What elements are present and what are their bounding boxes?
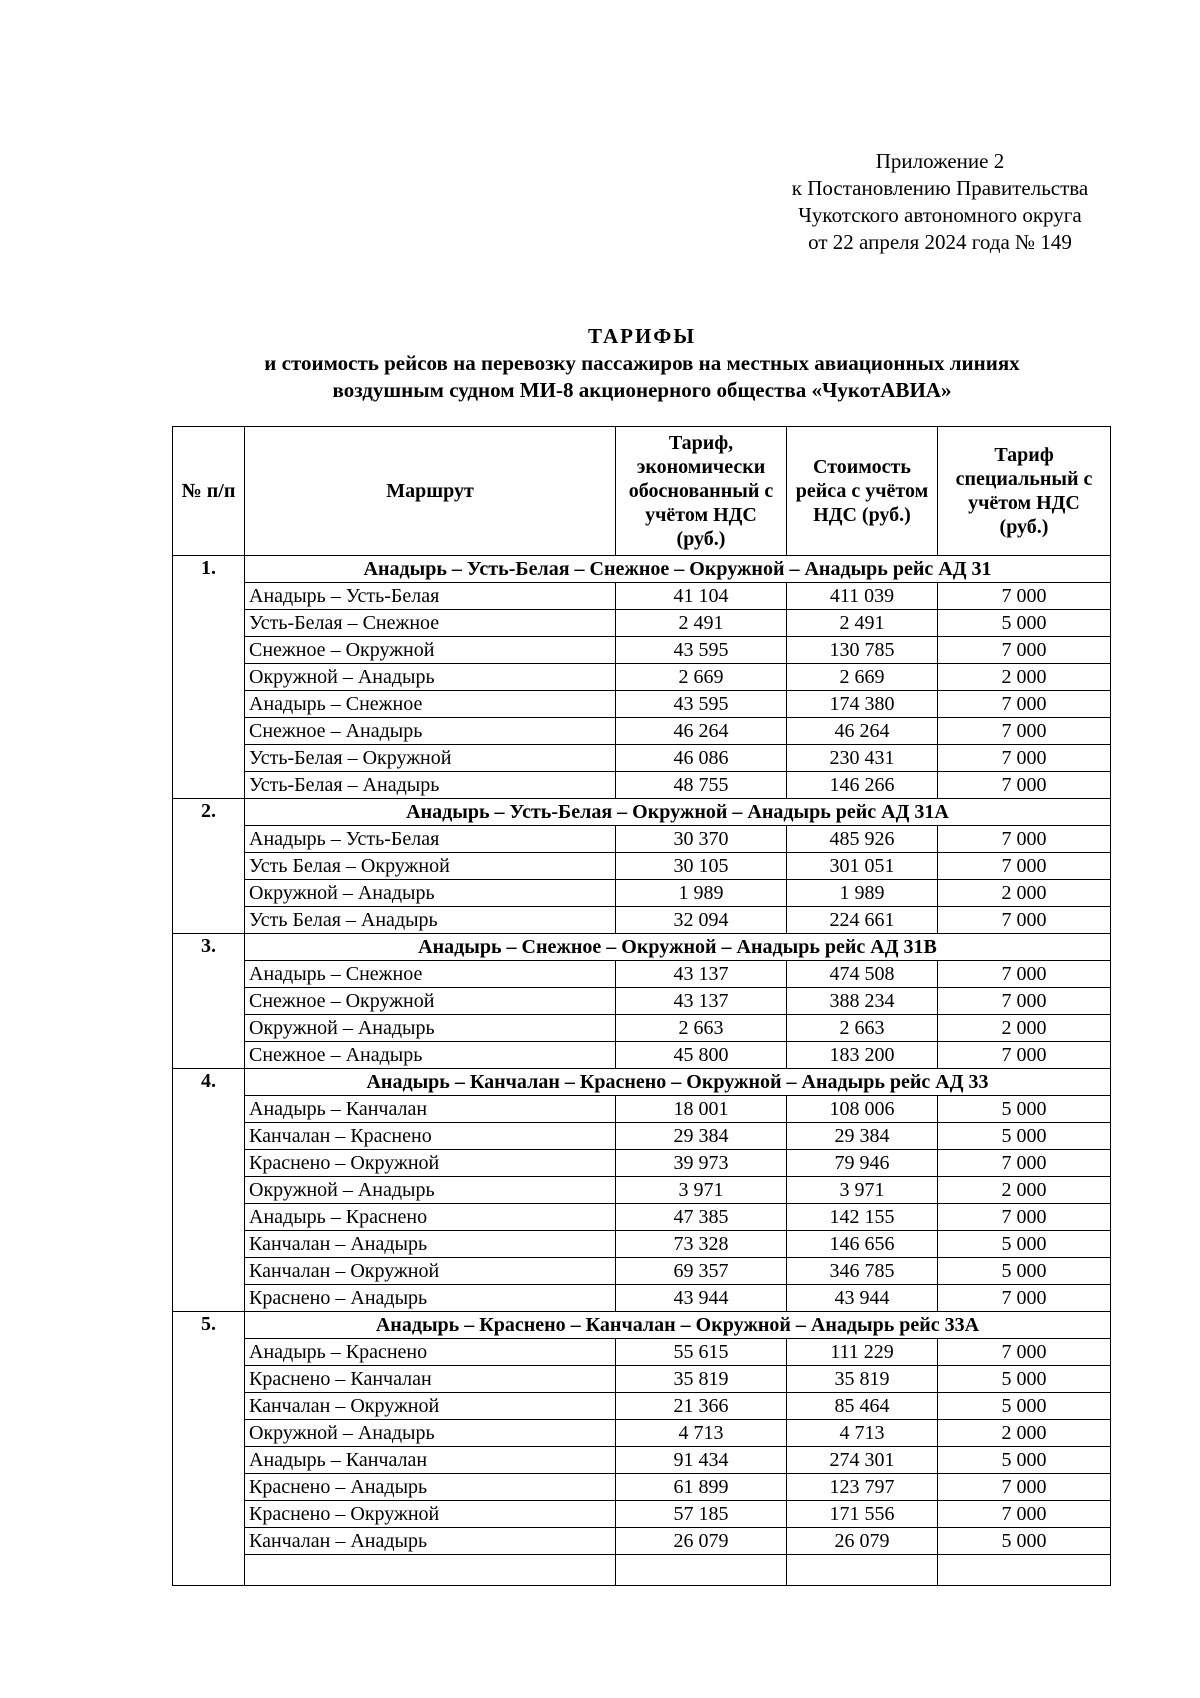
route-segment-cell: Усть Белая – Окружной: [245, 853, 616, 880]
group-row: [173, 1069, 1111, 1096]
table-row: [173, 691, 1111, 718]
tariff-special-cell: 5 000: [938, 1393, 1111, 1420]
group-row: [173, 1312, 1111, 1339]
empty-cell: [616, 1555, 787, 1586]
empty-cell: [245, 1555, 616, 1586]
tariff-econ-cell: 61 899: [616, 1474, 787, 1501]
route-segment-cell: Снежное – Анадырь: [245, 718, 616, 745]
tariff-special-cell: 2 000: [938, 664, 1111, 691]
tariff-econ-cell: 46 264: [616, 718, 787, 745]
tariffs-table: [172, 426, 1111, 1586]
flight-cost-cell: 3 971: [787, 1177, 938, 1204]
flight-cost-cell: 29 384: [787, 1123, 938, 1150]
tariff-econ-cell: 1 989: [616, 880, 787, 907]
title-subtitle-2: воздушным судном МИ-8 акционерного общества «ЧукотАВИА»: [332, 378, 952, 402]
tariff-econ-cell: 18 001: [616, 1096, 787, 1123]
flight-cost-cell: 85 464: [787, 1393, 938, 1420]
appendix-line-4: от 22 апреля 2024 года № 149: [808, 230, 1072, 254]
table-row: [173, 1150, 1111, 1177]
group-title: Анадырь – Усть-Белая – Окружной – Анадырь рейс АД 31А: [245, 799, 1111, 826]
route-segment-cell: Краснено – Окружной: [245, 1150, 616, 1177]
flight-cost-cell: 388 234: [787, 988, 938, 1015]
tariff-special-cell: 7 000: [938, 691, 1111, 718]
tariff-econ-cell: 26 079: [616, 1528, 787, 1555]
tariff-special-cell: 7 000: [938, 772, 1111, 799]
tariff-econ-cell: 2 663: [616, 1015, 787, 1042]
tariff-special-cell: 7 000: [938, 1501, 1111, 1528]
group-title: Анадырь – Краснено – Канчалан – Окружной – Анадырь рейс 33А: [245, 1312, 1111, 1339]
tariff-special-cell: 7 000: [938, 1474, 1111, 1501]
tariff-special-cell: 2 000: [938, 1177, 1111, 1204]
tariff-econ-cell: 32 094: [616, 907, 787, 934]
group-number: 2.: [173, 799, 245, 934]
table-row: [173, 1420, 1111, 1447]
flight-cost-cell: 79 946: [787, 1150, 938, 1177]
group-number: 1.: [173, 556, 245, 799]
tariff-econ-cell: 43 137: [616, 961, 787, 988]
tariff-special-cell: 5 000: [938, 610, 1111, 637]
flight-cost-cell: 2 669: [787, 664, 938, 691]
tariff-special-cell: 2 000: [938, 1015, 1111, 1042]
table-row: [173, 1285, 1111, 1312]
table-row: [173, 907, 1111, 934]
tariff-econ-cell: 35 819: [616, 1366, 787, 1393]
flight-cost-cell: 130 785: [787, 637, 938, 664]
table-row: [173, 1258, 1111, 1285]
flight-cost-cell: 111 229: [787, 1339, 938, 1366]
table-row: [173, 1339, 1111, 1366]
flight-cost-cell: 2 663: [787, 1015, 938, 1042]
route-segment-cell: Окружной – Анадырь: [245, 1015, 616, 1042]
route-segment-cell: Канчалан – Окружной: [245, 1393, 616, 1420]
table-row: [173, 826, 1111, 853]
document-title: [170, 323, 1114, 404]
table-row: [173, 1096, 1111, 1123]
tariff-econ-cell: 43 595: [616, 691, 787, 718]
tariff-econ-cell: 45 800: [616, 1042, 787, 1069]
tariff-econ-cell: 57 185: [616, 1501, 787, 1528]
tariff-special-cell: 7 000: [938, 1204, 1111, 1231]
group-row: [173, 934, 1111, 961]
table-row: [173, 637, 1111, 664]
tariff-special-cell: 5 000: [938, 1366, 1111, 1393]
tariff-econ-cell: 4 713: [616, 1420, 787, 1447]
group-row: [173, 799, 1111, 826]
tariff-special-cell: 7 000: [938, 1042, 1111, 1069]
route-segment-cell: Усть-Белая – Окружной: [245, 745, 616, 772]
table-spacer-row: [173, 1555, 1111, 1586]
route-segment-cell: Канчалан – Краснено: [245, 1123, 616, 1150]
header-tariff-econ: Тариф, экономически обоснованный с учётом НДС (руб.): [616, 427, 787, 556]
table-row: [173, 1528, 1111, 1555]
tariff-econ-cell: 43 944: [616, 1285, 787, 1312]
flight-cost-cell: 224 661: [787, 907, 938, 934]
appendix-line-3: Чукотского автономного округа: [798, 203, 1082, 227]
tariff-special-cell: 7 000: [938, 961, 1111, 988]
table-row: [173, 1015, 1111, 1042]
table-row: [173, 988, 1111, 1015]
tariff-special-cell: 7 000: [938, 1150, 1111, 1177]
tariff-econ-cell: 2 491: [616, 610, 787, 637]
tariff-special-cell: 7 000: [938, 1339, 1111, 1366]
table-row: [173, 772, 1111, 799]
group-number: 4.: [173, 1069, 245, 1312]
route-segment-cell: Окружной – Анадырь: [245, 664, 616, 691]
route-segment-cell: Анадырь – Канчалан: [245, 1096, 616, 1123]
flight-cost-cell: 1 989: [787, 880, 938, 907]
flight-cost-cell: 146 656: [787, 1231, 938, 1258]
group-row: [173, 556, 1111, 583]
flight-cost-cell: 183 200: [787, 1042, 938, 1069]
route-segment-cell: Краснено – Анадырь: [245, 1474, 616, 1501]
tariff-special-cell: 5 000: [938, 1231, 1111, 1258]
route-segment-cell: Окружной – Анадырь: [245, 880, 616, 907]
tariff-econ-cell: 30 105: [616, 853, 787, 880]
empty-cell: [787, 1555, 938, 1586]
tariff-econ-cell: 73 328: [616, 1231, 787, 1258]
table-row: [173, 1474, 1111, 1501]
route-segment-cell: Снежное – Анадырь: [245, 1042, 616, 1069]
tariff-special-cell: 7 000: [938, 637, 1111, 664]
table-row: [173, 610, 1111, 637]
flight-cost-cell: 46 264: [787, 718, 938, 745]
flight-cost-cell: 474 508: [787, 961, 938, 988]
tariff-econ-cell: 91 434: [616, 1447, 787, 1474]
header-num: № п/п: [173, 427, 245, 556]
flight-cost-cell: 171 556: [787, 1501, 938, 1528]
tariff-econ-cell: 30 370: [616, 826, 787, 853]
tariff-special-cell: 7 000: [938, 826, 1111, 853]
group-title: Анадырь – Усть-Белая – Снежное – Окружной – Анадырь рейс АД 31: [245, 556, 1111, 583]
table-header-row: [173, 427, 1111, 556]
tariff-econ-cell: 29 384: [616, 1123, 787, 1150]
flight-cost-cell: 485 926: [787, 826, 938, 853]
route-segment-cell: Усть-Белая – Анадырь: [245, 772, 616, 799]
tariff-special-cell: 7 000: [938, 718, 1111, 745]
route-segment-cell: Анадырь – Усть-Белая: [245, 583, 616, 610]
header-tariff-special: Тариф специальный с учётом НДС (руб.): [938, 427, 1111, 556]
tariff-econ-cell: 43 137: [616, 988, 787, 1015]
route-segment-cell: Краснено – Анадырь: [245, 1285, 616, 1312]
flight-cost-cell: 230 431: [787, 745, 938, 772]
tariff-special-cell: 5 000: [938, 1258, 1111, 1285]
table-row: [173, 1123, 1111, 1150]
table-body: [173, 556, 1111, 1586]
table-row: [173, 745, 1111, 772]
route-segment-cell: Канчалан – Окружной: [245, 1258, 616, 1285]
group-title: Анадырь – Канчалан – Краснено – Окружной – Анадырь рейс АД 33: [245, 1069, 1111, 1096]
route-segment-cell: Снежное – Окружной: [245, 637, 616, 664]
table-row: [173, 961, 1111, 988]
group-number: 3.: [173, 934, 245, 1069]
flight-cost-cell: 123 797: [787, 1474, 938, 1501]
tariff-econ-cell: 43 595: [616, 637, 787, 664]
flight-cost-cell: 274 301: [787, 1447, 938, 1474]
table-row: [173, 1501, 1111, 1528]
tariff-econ-cell: 47 385: [616, 1204, 787, 1231]
tariff-special-cell: 5 000: [938, 1447, 1111, 1474]
tariff-special-cell: 2 000: [938, 1420, 1111, 1447]
route-segment-cell: Анадырь – Канчалан: [245, 1447, 616, 1474]
route-segment-cell: Анадырь – Снежное: [245, 961, 616, 988]
table-row: [173, 853, 1111, 880]
tariff-econ-cell: 41 104: [616, 583, 787, 610]
route-segment-cell: Снежное – Окружной: [245, 988, 616, 1015]
flight-cost-cell: 411 039: [787, 583, 938, 610]
table-row: [173, 664, 1111, 691]
table-row: [173, 1177, 1111, 1204]
table-row: [173, 1393, 1111, 1420]
table-row: [173, 1204, 1111, 1231]
tariff-econ-cell: 55 615: [616, 1339, 787, 1366]
table-row: [173, 1231, 1111, 1258]
table-row: [173, 880, 1111, 907]
route-segment-cell: Анадырь – Краснено: [245, 1204, 616, 1231]
flight-cost-cell: 108 006: [787, 1096, 938, 1123]
flight-cost-cell: 4 713: [787, 1420, 938, 1447]
appendix-line-2: к Постановлению Правительства: [791, 176, 1089, 200]
route-segment-cell: Усть Белая – Анадырь: [245, 907, 616, 934]
appendix-line-1: Приложение 2: [875, 149, 1005, 173]
title-main: ТАРИФЫ: [588, 324, 696, 348]
route-segment-cell: Окружной – Анадырь: [245, 1420, 616, 1447]
flight-cost-cell: 26 079: [787, 1528, 938, 1555]
route-segment-cell: Краснено – Канчалан: [245, 1366, 616, 1393]
route-segment-cell: Канчалан – Анадырь: [245, 1231, 616, 1258]
route-segment-cell: Краснено – Окружной: [245, 1501, 616, 1528]
appendix-note: [760, 148, 1120, 256]
header-flight-cost: Стоимость рейса с учётом НДС (руб.): [787, 427, 938, 556]
tariff-special-cell: 5 000: [938, 1096, 1111, 1123]
group-title: Анадырь – Снежное – Окружной – Анадырь рейс АД 31В: [245, 934, 1111, 961]
tariff-special-cell: 7 000: [938, 907, 1111, 934]
table-row: [173, 1042, 1111, 1069]
table-row: [173, 583, 1111, 610]
group-number: 5.: [173, 1312, 245, 1586]
tariff-econ-cell: 3 971: [616, 1177, 787, 1204]
route-segment-cell: Анадырь – Краснено: [245, 1339, 616, 1366]
tariff-econ-cell: 2 669: [616, 664, 787, 691]
table-row: [173, 1447, 1111, 1474]
route-segment-cell: Анадырь – Снежное: [245, 691, 616, 718]
flight-cost-cell: 43 944: [787, 1285, 938, 1312]
route-segment-cell: Канчалан – Анадырь: [245, 1528, 616, 1555]
flight-cost-cell: 346 785: [787, 1258, 938, 1285]
route-segment-cell: Анадырь – Усть-Белая: [245, 826, 616, 853]
tariff-special-cell: 7 000: [938, 988, 1111, 1015]
tariff-special-cell: 5 000: [938, 1123, 1111, 1150]
header-route: Маршрут: [245, 427, 616, 556]
flight-cost-cell: 35 819: [787, 1366, 938, 1393]
tariff-special-cell: 7 000: [938, 745, 1111, 772]
flight-cost-cell: 142 155: [787, 1204, 938, 1231]
flight-cost-cell: 301 051: [787, 853, 938, 880]
route-segment-cell: Усть-Белая – Снежное: [245, 610, 616, 637]
tariff-special-cell: 7 000: [938, 1285, 1111, 1312]
flight-cost-cell: 174 380: [787, 691, 938, 718]
tariff-econ-cell: 69 357: [616, 1258, 787, 1285]
table-row: [173, 1366, 1111, 1393]
tariff-special-cell: 5 000: [938, 1528, 1111, 1555]
tariff-econ-cell: 21 366: [616, 1393, 787, 1420]
tariff-special-cell: 7 000: [938, 853, 1111, 880]
tariff-econ-cell: 46 086: [616, 745, 787, 772]
tariff-special-cell: 7 000: [938, 583, 1111, 610]
tariff-econ-cell: 39 973: [616, 1150, 787, 1177]
tariff-econ-cell: 48 755: [616, 772, 787, 799]
title-subtitle-1: и стоимость рейсов на перевозку пассажиров на местных авиационных линиях: [264, 351, 1020, 375]
route-segment-cell: Окружной – Анадырь: [245, 1177, 616, 1204]
tariff-special-cell: 2 000: [938, 880, 1111, 907]
table-row: [173, 718, 1111, 745]
flight-cost-cell: 146 266: [787, 772, 938, 799]
empty-cell: [938, 1555, 1111, 1586]
flight-cost-cell: 2 491: [787, 610, 938, 637]
